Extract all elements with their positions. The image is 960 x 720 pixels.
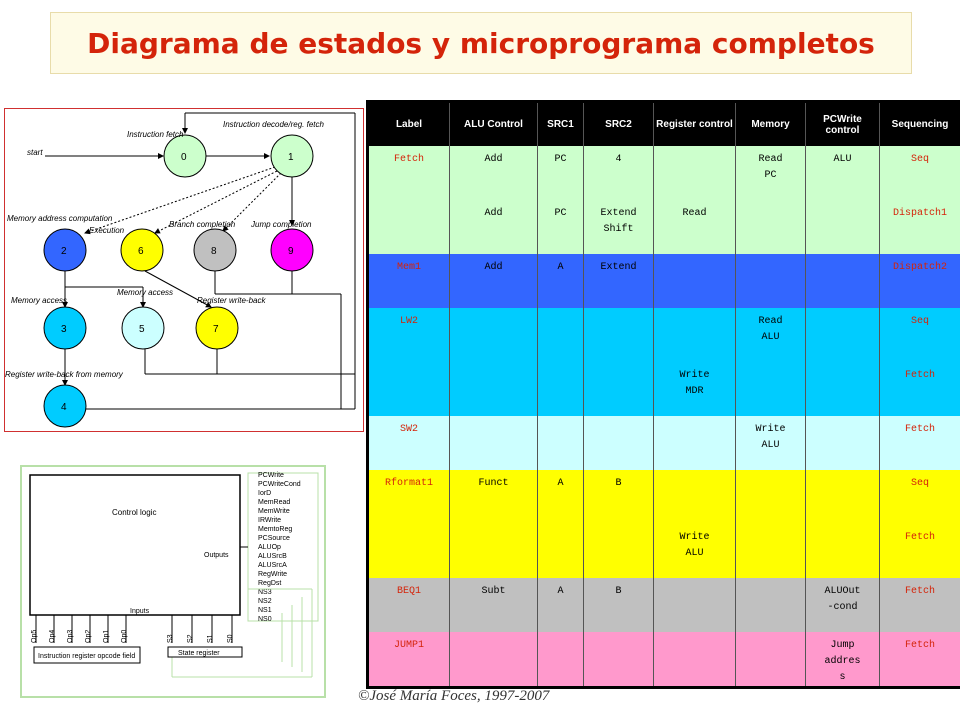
register-writeback-label: Register write-back (197, 296, 266, 305)
table-row (368, 254, 960, 308)
header-sequencing: Sequencing (880, 102, 960, 147)
cell-alu: Add (450, 200, 538, 254)
signal-9: ALUSrcB (258, 553, 287, 560)
memory-access-mid-label: Memory access (117, 288, 174, 297)
jump-completion-label: Jump completion (251, 220, 312, 229)
header-pcwrite-control: PCWrite control (806, 102, 880, 147)
state-diagram-svg (5, 109, 363, 431)
inputs-label: Inputs (130, 608, 150, 615)
signal-2: IorD (258, 490, 272, 497)
start-label: start (27, 148, 43, 157)
cell-src1: A (538, 578, 584, 632)
cell-seq: Fetch (880, 578, 960, 632)
table-row (368, 524, 960, 578)
control-logic-label: Control logic (112, 508, 157, 517)
header-alu-control: ALU Control (450, 102, 538, 147)
cell-pcw: ALUOut -cond (806, 578, 880, 632)
cell-reg: Read (654, 200, 736, 254)
state-8-label: 8 (211, 246, 217, 257)
state-bit-1: S2 (187, 634, 194, 643)
signal-16: NS0 (258, 616, 272, 623)
cell-src1 (538, 416, 584, 470)
state-bit-2: S1 (207, 634, 214, 643)
signal-5: IRWrite (258, 517, 282, 524)
cell-seq: Fetch (880, 362, 960, 416)
signal-1: PCWriteCond (258, 481, 301, 488)
cell-src2 (584, 416, 654, 470)
header-memory: Memory (736, 102, 806, 147)
cell-seq: Fetch (880, 632, 960, 688)
branch-completion-label: Branch completion (169, 220, 236, 229)
control-logic-diagram (20, 465, 326, 698)
cell-src2 (584, 362, 654, 416)
op-bit-3: Op2 (85, 629, 92, 643)
outputs-label: Outputs (204, 552, 229, 559)
header-src2: SRC2 (584, 102, 654, 147)
cell-reg (654, 308, 736, 362)
memory-address-label: Memory address computation (7, 214, 113, 223)
cell-src2: B (584, 578, 654, 632)
cell-reg: Write ALU (654, 524, 736, 578)
header-register-control: Register control (654, 102, 736, 147)
op-bit-2: Op3 (67, 629, 74, 643)
header-src1: SRC1 (538, 102, 584, 147)
cell-alu: Add (450, 146, 538, 200)
instruction-decode-label: Instruction decode/reg. fetch (223, 120, 324, 129)
state-7-label: 7 (213, 324, 219, 335)
cell-mem: Read ALU (736, 308, 806, 362)
table-row (368, 146, 960, 200)
cell-reg (654, 254, 736, 308)
cell-reg (654, 578, 736, 632)
title-banner (50, 12, 912, 74)
signal-8: ALUOp (258, 544, 281, 551)
header-label: Label (368, 102, 450, 147)
state-bit-0: S3 (167, 634, 174, 643)
op-bit-1: Op4 (49, 629, 56, 643)
cell-alu (450, 362, 538, 416)
cell-pcw: Jump addres s (806, 632, 880, 688)
cell-src1: PC (538, 146, 584, 200)
cell-alu (450, 308, 538, 362)
cell-label: JUMP1 (368, 632, 450, 688)
cell-seq: Fetch (880, 524, 960, 578)
signal-10: ALUSrcA (258, 562, 287, 569)
cell-reg (654, 632, 736, 688)
state-3-label: 3 (61, 324, 67, 335)
cell-mem: Write ALU (736, 416, 806, 470)
signal-4: MemWrite (258, 508, 290, 515)
cell-src1: A (538, 254, 584, 308)
cell-src2 (584, 524, 654, 578)
table-row (368, 632, 960, 688)
cell-label: SW2 (368, 416, 450, 470)
signal-13: NS3 (258, 589, 272, 596)
instruction-fetch-label: Instruction fetch (127, 130, 184, 139)
table-row (368, 578, 960, 632)
cell-seq: Fetch (880, 416, 960, 470)
ir-label: Instruction register opcode field (38, 653, 136, 660)
signal-11: RegWrite (258, 571, 288, 578)
cell-reg (654, 470, 736, 524)
cell-pcw (806, 254, 880, 308)
copyright: ©José María Foces, 1997-2007 (358, 688, 550, 704)
cell-alu: Funct (450, 470, 538, 524)
cell-src1: A (538, 470, 584, 524)
cell-pcw (806, 416, 880, 470)
state-1-label: 1 (288, 152, 294, 163)
state-register-label: State register (178, 650, 220, 657)
cell-src2: Extend (584, 254, 654, 308)
cell-label (368, 200, 450, 254)
cell-pcw (806, 362, 880, 416)
cell-label (368, 524, 450, 578)
cell-label: BEQ1 (368, 578, 450, 632)
cell-reg (654, 416, 736, 470)
cell-alu (450, 632, 538, 688)
cell-pcw (806, 470, 880, 524)
table-row (368, 416, 960, 470)
state-6-label: 6 (138, 246, 144, 257)
cell-label: Mem1 (368, 254, 450, 308)
cell-pcw (806, 308, 880, 362)
cell-src1 (538, 308, 584, 362)
control-logic-svg (22, 467, 324, 696)
cell-alu (450, 416, 538, 470)
memory-access-left-label: Memory access (11, 296, 68, 305)
cell-src2: Extend Shift (584, 200, 654, 254)
state-diagram (4, 108, 364, 432)
cell-mem (736, 632, 806, 688)
op-bit-0: Op5 (31, 629, 38, 643)
cell-seq: Dispatch2 (880, 254, 960, 308)
table-row (368, 362, 960, 416)
cell-label (368, 362, 450, 416)
cell-src2: 4 (584, 146, 654, 200)
signal-15: NS1 (258, 607, 272, 614)
cell-pcw (806, 200, 880, 254)
cell-mem (736, 524, 806, 578)
state-5-label: 5 (139, 324, 145, 335)
execution-label: Execution (89, 226, 125, 235)
cell-src1 (538, 524, 584, 578)
cell-mem (736, 362, 806, 416)
table-row (368, 308, 960, 362)
signal-12: RegDst (258, 580, 282, 587)
cell-mem (736, 254, 806, 308)
cell-src1 (538, 362, 584, 416)
cell-src2 (584, 308, 654, 362)
state-0-label: 0 (181, 152, 187, 163)
signal-14: NS2 (258, 598, 272, 605)
signal-6: MemtoReg (258, 526, 293, 533)
cell-reg (654, 146, 736, 200)
signal-0: PCWrite (258, 472, 284, 479)
cell-mem (736, 578, 806, 632)
cell-src1 (538, 632, 584, 688)
state-9-label: 9 (288, 246, 294, 257)
cell-src2: B (584, 470, 654, 524)
cell-mem (736, 470, 806, 524)
cell-label: Rformat1 (368, 470, 450, 524)
signal-7: PCSource (258, 535, 290, 542)
cell-seq: Seq (880, 308, 960, 362)
op-bit-4: Op1 (103, 629, 110, 643)
cell-alu: Subt (450, 578, 538, 632)
signal-3: MemRead (258, 499, 291, 506)
cell-pcw: ALU (806, 146, 880, 200)
microprogram-table (366, 100, 960, 689)
state-2-label: 2 (61, 246, 67, 257)
page-title: Diagrama de estados y microprograma completos (87, 26, 875, 60)
op-bit-5: Op0 (121, 629, 128, 643)
cell-alu: Add (450, 254, 538, 308)
state-bit-3: S0 (227, 634, 234, 643)
register-writeback-mem-label: Register write-back from memory (5, 370, 123, 379)
cell-seq: Dispatch1 (880, 200, 960, 254)
cell-pcw (806, 524, 880, 578)
cell-src1: PC (538, 200, 584, 254)
table-row (368, 470, 960, 524)
cell-seq: Seq (880, 146, 960, 200)
cell-src2 (584, 632, 654, 688)
cell-mem (736, 200, 806, 254)
cell-label: Fetch (368, 146, 450, 200)
state-4-label: 4 (61, 402, 67, 413)
cell-mem: Read PC (736, 146, 806, 200)
table-row (368, 200, 960, 254)
cell-alu (450, 524, 538, 578)
table-header-row (368, 102, 960, 147)
cell-seq: Seq (880, 470, 960, 524)
cell-reg: Write MDR (654, 362, 736, 416)
cell-label: LW2 (368, 308, 450, 362)
